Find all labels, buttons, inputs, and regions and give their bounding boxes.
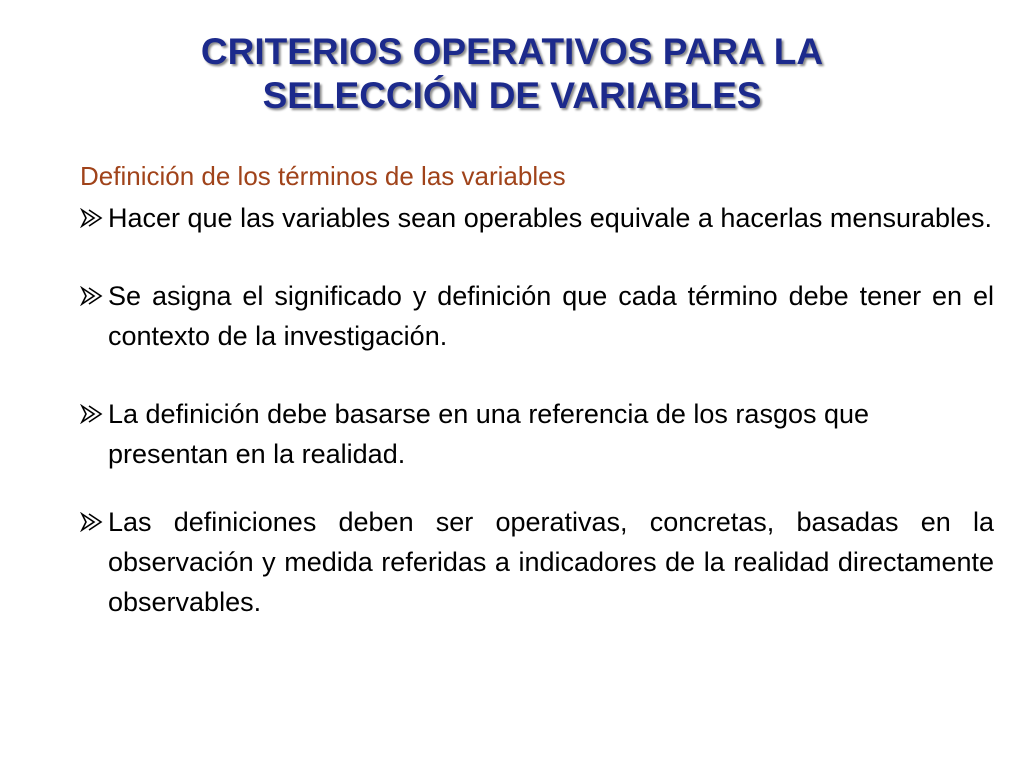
bullet-text-4: Las definiciones deben ser operativas, concretas, basadas en la observación y medida referidas a indicadores de la realidad directamente observables. [108, 507, 994, 617]
slide-title [0, 30, 1024, 118]
bullet-text-3: La definición debe basarse en una referencia de los rasgos que presentan en la realidad. [108, 399, 870, 469]
title-line-1: CRITERIOS OPERATIVOS PARA LA [200, 31, 824, 72]
bullet-item-4 [80, 502, 994, 622]
section-subtitle: Definición de los términos de las variables [80, 161, 566, 191]
title-line-2: SELECCIÓN DE VARIABLES [262, 75, 762, 116]
bullet-text-2: Se asigna el significado y definición que cada término debe tener en el contexto de la investigación. [108, 281, 994, 351]
arrow-checkmark-icon [80, 276, 106, 316]
slide-content [80, 158, 994, 622]
bullet-item-3 [80, 394, 928, 474]
arrow-checkmark-icon [80, 502, 106, 542]
arrow-checkmark-icon [80, 394, 106, 434]
bullet-item-2 [80, 276, 994, 356]
bullet-text-1: Hacer que las variables sean operables equivale a hacerlas mensurables. [108, 203, 993, 233]
bullet-item-1 [80, 198, 994, 238]
arrow-checkmark-icon [80, 198, 106, 238]
